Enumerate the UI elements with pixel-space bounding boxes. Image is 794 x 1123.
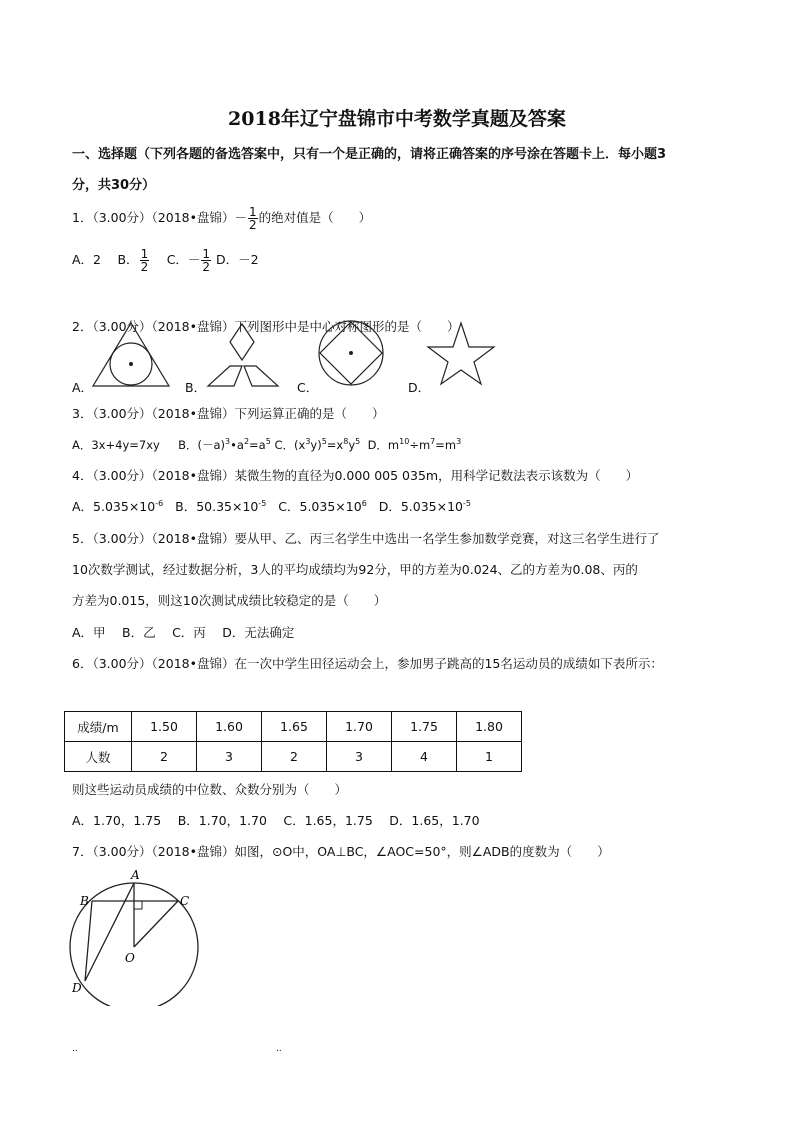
question-5-line3: 方差为0.015，则这10次测试成绩比较稳定的是（ ） [72, 593, 387, 608]
q1-option-c: C．－ [166, 252, 201, 267]
table-cell: 1.65 [262, 712, 327, 742]
table-cell: 3 [197, 742, 262, 772]
fig-label-a: A [131, 868, 140, 882]
q2-label-d: D． [408, 380, 431, 395]
q2-label-c: C． [297, 380, 319, 395]
q5-options: A．甲 B．乙 C．丙 D．无法确定 [72, 625, 295, 640]
fig-label-o: O [125, 951, 135, 965]
q2-label-b: B． [185, 380, 207, 395]
table-cell: 1 [457, 742, 522, 772]
score-table [64, 711, 522, 772]
question-1 [72, 206, 371, 231]
table-cell: 1.60 [197, 712, 262, 742]
q3-option-b: B．$(-a)^3•a^2=a^5$ [178, 437, 271, 452]
figure-circle-square [316, 318, 386, 388]
q3-option-d: D．$m^{10}\div m^7=m^3$ [367, 437, 462, 452]
figure-circle-geometry [66, 866, 230, 1006]
table-row [65, 712, 522, 742]
question-7: 7．（3.00分）（2018•盘锦）如图，⊙O中，OA⊥BC，∠AOC=50°，则∠ADB的度数为（ ） [72, 844, 610, 859]
q4-option-d: D．$5.035\times 10^{-5}$ [378, 499, 471, 514]
q1-options [72, 248, 259, 273]
table-cell: 人数 [65, 742, 132, 772]
table-cell: 1.75 [392, 712, 457, 742]
footer-mark-left: .. [72, 1044, 78, 1054]
q1-frac-num: 1 [248, 205, 257, 219]
table-cell: 成绩/m [65, 712, 132, 742]
fig-label-d: D [72, 981, 82, 995]
fig-label-b: B [80, 894, 89, 908]
figure-star [426, 320, 496, 386]
q3-options [72, 436, 461, 454]
table-cell: 1.70 [327, 712, 392, 742]
question-4: 4．（3.00分）（2018•盘锦）某微生物的直径为0.000 005 035m，用科学记数法表示该数为（ ） [72, 468, 639, 483]
question-6: 6．（3.00分）（2018•盘锦）在一次中学生田径运动会上，参加男子跳高的15名运动员的成绩如下表所示： [72, 656, 663, 671]
q1-frac-den: 2 [248, 218, 257, 232]
question-5-line1: 5．（3.00分）（2018•盘锦）要从甲、乙、丙三名学生中选出一名学生参加数学竞赛，对这三名学生进行了 [72, 531, 660, 546]
q4-option-a: A．$5.035\times 10^{-6}$ [72, 499, 164, 514]
question-5-line2: 10次数学测试，经过数据分析，3人的平均成绩均为92分，甲的方差为0.024、乙的方差为0.08、丙的 [72, 562, 638, 577]
q3-option-a: A．3x+4y=7xy [72, 438, 160, 452]
q1-option-c-frac [201, 248, 211, 273]
figure-three-diamonds [204, 322, 282, 390]
table-cell: 2 [262, 742, 327, 772]
table-cell: 2 [132, 742, 197, 772]
q4-option-b: B．$50.35\times 10^{-5}$ [175, 499, 267, 514]
page-title: 2018年辽宁盘锦市中考数学真题及答案 [228, 108, 566, 130]
question-6-after: 则这些运动员成绩的中位数、众数分别为（ ） [72, 782, 348, 797]
q1-option-a: A．2 B． [72, 252, 139, 267]
figure-triangle-circle [88, 320, 174, 388]
q6-options: A．1.70，1.75 B．1.70，1.70 C．1.65，1.75 D．1.65，1.70 [72, 813, 480, 828]
q1-option-b-frac [140, 248, 150, 273]
q1-c-den: 2 [202, 260, 211, 274]
question-3: 3．（3.00分）（2018•盘锦）下列运算正确的是（ ） [72, 406, 385, 421]
table-cell: 3 [327, 742, 392, 772]
q1-b-num: 1 [140, 247, 149, 261]
q1-c-num: 1 [202, 247, 211, 261]
question-2: 2．（3.00分）（2018•盘锦）下列图形中是中心对称图形的是（ ） [72, 319, 460, 334]
section-heading-line1: 一、选择题（下列各题的备选答案中，只有一个是正确的，请将正确答案的序号涂在答题卡上．每小题3 [72, 147, 667, 162]
footer-mark-right: .. [276, 1044, 282, 1054]
q4-option-c: C．$5.035\times 10^6$ [278, 499, 367, 514]
q1-suffix: 的绝对值是（ ） [258, 210, 372, 225]
table-cell: 1.50 [132, 712, 197, 742]
q1-fraction [248, 206, 258, 231]
q1-b-den: 2 [140, 260, 149, 274]
table-cell: 4 [392, 742, 457, 772]
q2-label-a: A． [72, 380, 94, 395]
q4-options [72, 498, 471, 516]
fig-label-c: C [180, 894, 190, 908]
q1-prefix: 1．（3.00分）（2018•盘锦）－ [72, 210, 247, 225]
table-cell: 1.80 [457, 712, 522, 742]
q3-option-c: C．$(x^3y)^5=x^8y^5$ [274, 437, 361, 452]
section-heading-line2: 分，共30分） [72, 178, 156, 193]
table-row [65, 742, 522, 772]
q1-option-d: D．－2 [216, 252, 259, 267]
